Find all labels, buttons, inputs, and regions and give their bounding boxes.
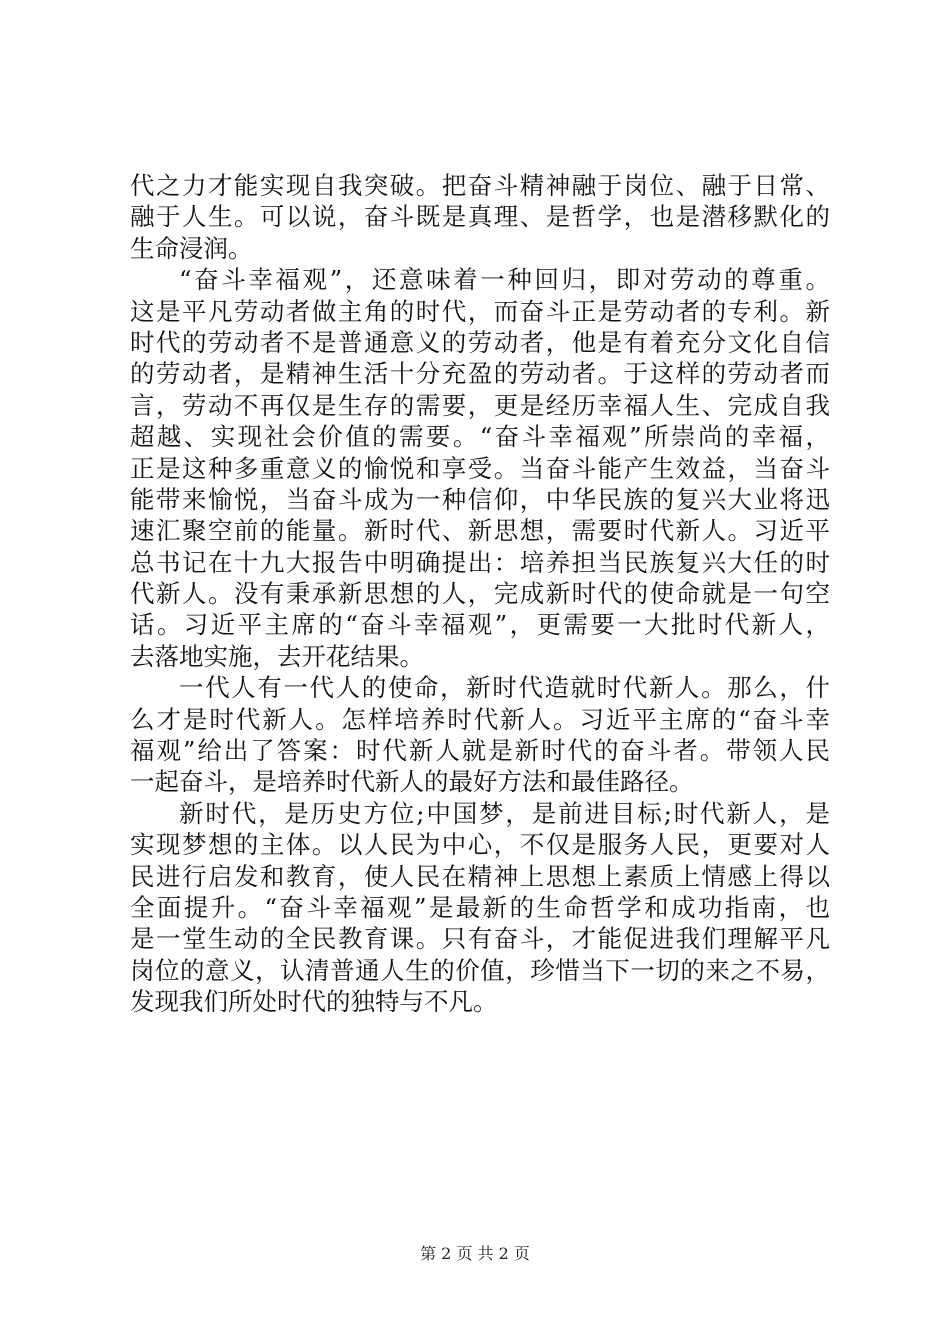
- text-line: 代新人。没有秉承新思想的人，完成新时代的使命就是一句空: [130, 579, 830, 609]
- text-line: 发现我们所处时代的独特与不凡。: [130, 987, 498, 1017]
- text-line: 时代的劳动者不是普通意义的劳动者，他是有着充分文化自信: [130, 327, 830, 357]
- text-line: 么才是时代新人。怎样培养时代新人。习近平主席的“奋斗幸: [130, 704, 830, 734]
- text-line: 的劳动者，是精神生活十分充盈的劳动者。于这样的劳动者而: [130, 359, 830, 389]
- text-line: 福观”给出了答案：时代新人就是新时代的奋斗者。带领人民: [130, 736, 830, 766]
- text-line: 速汇聚空前的能量。新时代、新思想，需要时代新人。习近平: [130, 516, 830, 546]
- text-line: 去落地实施，去开花结果。: [130, 641, 424, 671]
- text-line: 融于人生。可以说，奋斗既是真理、是哲学，也是潜移默化的: [130, 202, 830, 232]
- text-line: 能带来愉悦，当奋斗成为一种信仰，中华民族的复兴大业将迅: [130, 484, 830, 514]
- text-line: 全面提升。“奋斗幸福观”是最新的生命哲学和成功指南，也: [130, 892, 830, 922]
- page-footer: 第 2 页 共 2 页: [420, 1244, 530, 1263]
- text-line: 代之力才能实现自我突破。把奋斗精神融于岗位、融于日常、: [130, 171, 830, 200]
- document-body: [130, 170, 830, 1018]
- text-line: 话。习近平主席的“奋斗幸福观”，更需要一大批时代新人，: [130, 610, 830, 640]
- text-line: 这是平凡劳动者做主角的时代，而奋斗正是劳动者的专利。新: [130, 296, 830, 326]
- text-line: 超越、实现社会价值的需要。“奋斗幸福观”所崇尚的幸福，: [130, 422, 830, 452]
- text-line: 是一堂生动的全民教育课。只有奋斗，才能促进我们理解平凡: [130, 924, 830, 954]
- text-line: 生命浸润。: [130, 233, 253, 263]
- text-line: 新时代，是历史方位;中国梦，是前进目标;时代新人，是: [179, 798, 830, 828]
- text-line: 总书记在十九大报告中明确提出：培养担当民族复兴大任的时: [130, 547, 830, 577]
- text-line: 一起奋斗，是培养时代新人的最好方法和最佳路径。: [130, 767, 694, 797]
- text-line: 岗位的意义，认清普通人生的价值，珍惜当下一切的来之不易，: [130, 955, 830, 985]
- paragraph: [130, 264, 830, 672]
- paragraph: [130, 672, 830, 798]
- text-line: “奋斗幸福观”，还意味着一种回归，即对劳动的尊重。: [179, 265, 830, 295]
- text-line: 言，劳动不再仅是生存的需要，更是经历幸福人生、完成自我: [130, 390, 830, 420]
- text-line: 民进行启发和教育，使人民在精神上思想上素质上情感上得以: [130, 861, 830, 891]
- paragraph: [130, 798, 830, 1018]
- paragraph: [130, 170, 830, 264]
- text-line: 正是这种多重意义的愉悦和享受。当奋斗能产生效益，当奋斗: [130, 453, 830, 483]
- text-line: 实现梦想的主体。以人民为中心，不仅是服务人民，更要对人: [130, 830, 830, 860]
- text-line: 一代人有一代人的使命，新时代造就时代新人。那么，什: [179, 673, 830, 703]
